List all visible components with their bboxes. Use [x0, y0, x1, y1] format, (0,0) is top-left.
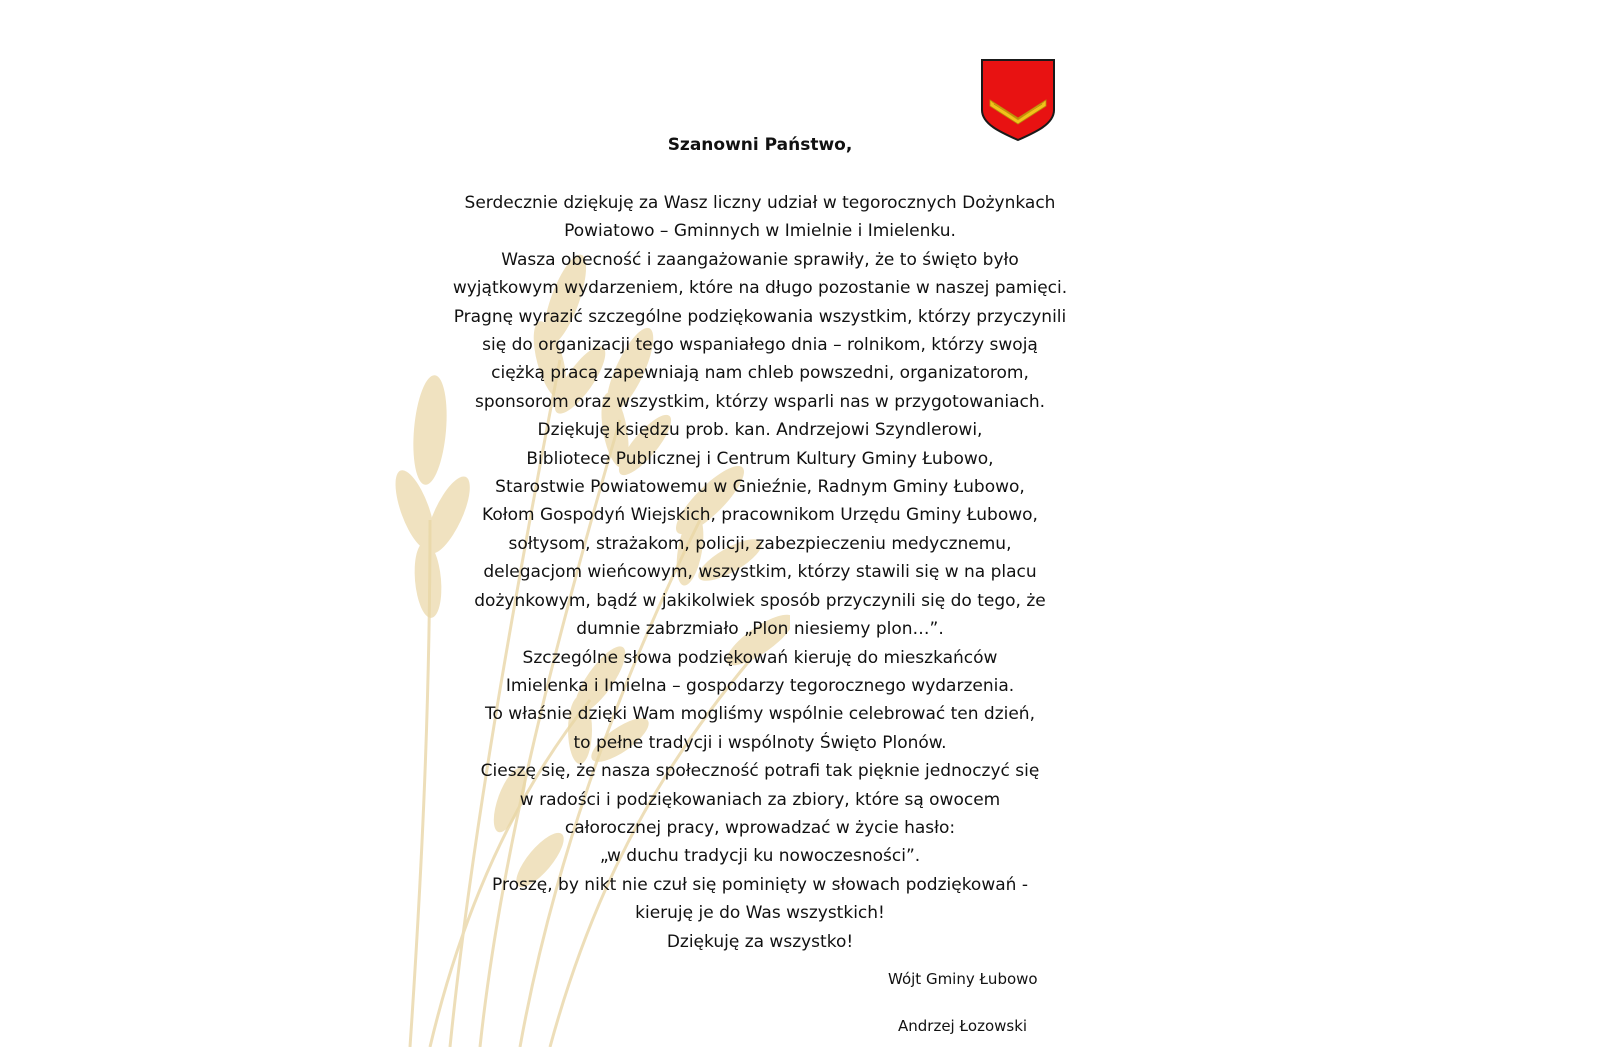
signature-role: Wójt Gminy Łubowo: [888, 970, 1038, 988]
letter-line: w radości i podziękowaniach za zbiory, które są owocem: [519, 789, 1001, 810]
letter-line: dumnie zabrzmiało „Plon niesiemy plon…”.: [576, 619, 944, 640]
letter-line: Bibliotece Publicznej i Centrum Kultury Gminy Łubowo,: [526, 448, 994, 469]
letter-line: Imielenka i Imielna – gospodarzy tegorocznego wydarzenia.: [505, 675, 1015, 696]
letter-line: to pełne tradycji i wspólnoty Święto Plonów.: [573, 732, 947, 753]
letter-line: sponsorom oraz wszystkim, którzy wsparli nas w przygotowaniach.: [474, 391, 1046, 412]
letter-line: kieruję je do Was wszystkich!: [635, 903, 885, 924]
letter-line: Dziękuję księdzu prob. kan. Andrzejowi Szyndlerowi,: [537, 420, 983, 441]
letter-line: Pragnę wyrazić szczególne podziękowania wszystkim, którzy przyczynili: [453, 306, 1067, 327]
letter-line: Dziękuję za wszystko!: [666, 931, 854, 952]
letter-line: się do organizacji tego wspaniałego dnia – rolnikom, którzy swoją: [482, 335, 1038, 356]
letter-line: Proszę, by nikt nie czuł się pominięty w słowach podziękowań -: [492, 874, 1028, 895]
coat-of-arms-icon: [980, 58, 1056, 142]
letter-line: całorocznej pracy, wprowadzać w życie hasło:: [564, 817, 956, 838]
letter-line: dożynkowym, bądź w jakikolwiek sposób przyczynili się do tego, że: [474, 590, 1046, 611]
letter-line: ciężką pracą zapewniają nam chleb powszedni, organizatorom,: [491, 363, 1029, 384]
letter-line: wyjątkowym wydarzeniem, które na długo pozostanie w naszej pamięci.: [452, 278, 1068, 299]
letter-line: Powiatowo – Gminnych w Imielnie i Imielenku.: [564, 221, 956, 242]
letter-line: To właśnie dzięki Wam mogliśmy wspólnie celebrować ten dzień,: [484, 704, 1035, 725]
letter-greeting: Szanowni Państwo,: [667, 135, 853, 155]
letter-line: Cieszę się, że nasza społeczność potrafi tak pięknie jednoczyć się: [480, 761, 1040, 782]
letter-line: Starostwie Powiatowemu w Gnieźnie, Radnym Gminy Łubowo,: [495, 477, 1025, 498]
signature-name: Andrzej Łozowski: [898, 1017, 1028, 1035]
letter-body: [440, 189, 1080, 956]
letter-line: Kołom Gospodyń Wiejskich, pracownikom Urzędu Gminy Łubowo,: [482, 505, 1038, 526]
letter-line: Szczególne słowa podziękowań kieruję do mieszkańców: [522, 647, 998, 668]
letter-line: delegacjom wieńcowym, wszystkim, którzy stawili się w na placu: [483, 562, 1037, 583]
letter-line: Wasza obecność i zaangażowanie sprawiły, że to święto było: [501, 249, 1019, 270]
letter-line: Serdecznie dziękuję za Wasz liczny udział w tegorocznych Dożynkach: [464, 193, 1056, 213]
letter-text: [440, 135, 1080, 956]
letter-line: „w duchu tradycji ku nowoczesności”.: [599, 846, 921, 867]
letter-line: sołtysom, strażakom, policji, zabezpieczeniu medycznemu,: [508, 533, 1012, 554]
